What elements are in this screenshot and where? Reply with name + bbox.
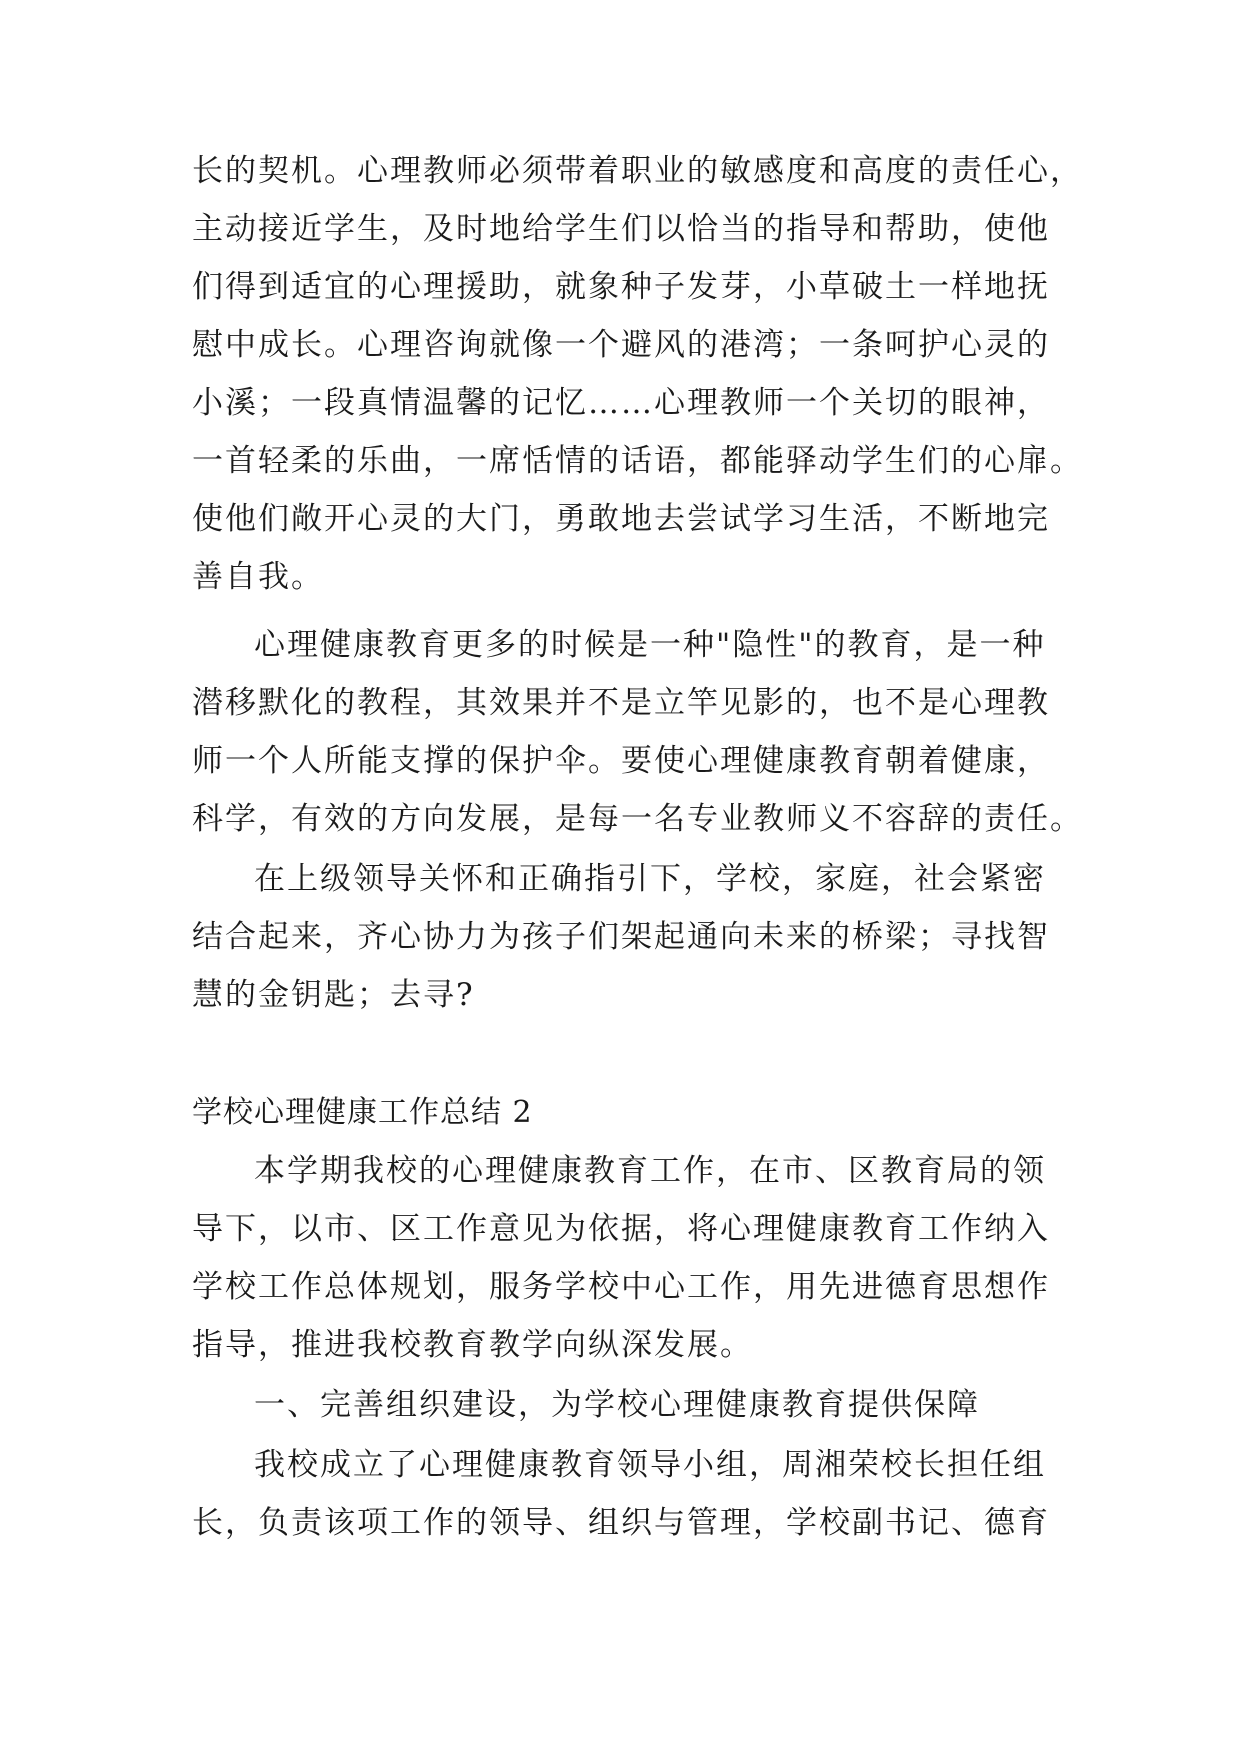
paragraph-line: 导下，以市、区工作意见为依据，将心理健康教育工作纳入 <box>192 1211 1050 1247</box>
paragraph-line: 们得到适宜的心理援助，就象种子发芽，小草破土一样地抚 <box>192 269 1050 305</box>
paragraph-line: 指导，推进我校教育教学向纵深发展。 <box>192 1327 753 1363</box>
paragraph-line: 在上级领导关怀和正确指引下，学校，家庭，社会紧密 <box>254 861 1046 897</box>
paragraph-line: 结合起来，齐心协力为孩子们架起通向未来的桥梁；寻找智 <box>192 919 1050 955</box>
section-heading: 学校心理健康工作总结 2 <box>192 1095 533 1130</box>
paragraph-line: 小溪；一段真情温馨的记忆……心理教师一个关切的眼神， <box>192 385 1050 421</box>
paragraph-line: 学校工作总体规划，服务学校中心工作，用先进德育思想作 <box>192 1269 1050 1305</box>
paragraph-line: 本学期我校的心理健康教育工作，在市、区教育局的领 <box>254 1153 1046 1189</box>
paragraph-line: 师一个人所能支撑的保护伞。要使心理健康教育朝着健康， <box>192 743 1050 779</box>
paragraph-line: 长，负责该项工作的领导、组织与管理，学校副书记、德育 <box>192 1505 1050 1541</box>
paragraph-line: 潜移默化的教程，其效果并不是立竿见影的，也不是心理教 <box>192 685 1050 721</box>
paragraph-line: 科学，有效的方向发展，是每一名专业教师义不容辞的责任。 <box>192 801 1083 837</box>
paragraph-line: 主动接近学生，及时地给学生们以恰当的指导和帮助，使他 <box>192 211 1050 247</box>
paragraph-line: 一首轻柔的乐曲，一席恬情的话语，都能驿动学生们的心扉。 <box>192 443 1083 479</box>
paragraph-line: 慧的金钥匙；去寻? <box>192 977 475 1013</box>
paragraph-line: 使他们敞开心灵的大门，勇敢地去尝试学习生活，不断地完 <box>192 501 1050 537</box>
paragraph-line: 慰中成长。心理咨询就像一个避风的港湾；一条呵护心灵的 <box>192 327 1050 363</box>
paragraph-line: 善自我。 <box>192 559 324 595</box>
paragraph-line: 心理健康教育更多的时候是一种"隐性"的教育，是一种 <box>254 627 1046 663</box>
paragraph-line: 长的契机。心理教师必须带着职业的敏感度和高度的责任心， <box>192 153 1083 189</box>
paragraph-line: 我校成立了心理健康教育领导小组，周湘荣校长担任组 <box>254 1447 1046 1483</box>
subheading: 一、完善组织建设，为学校心理健康教育提供保障 <box>254 1387 980 1423</box>
